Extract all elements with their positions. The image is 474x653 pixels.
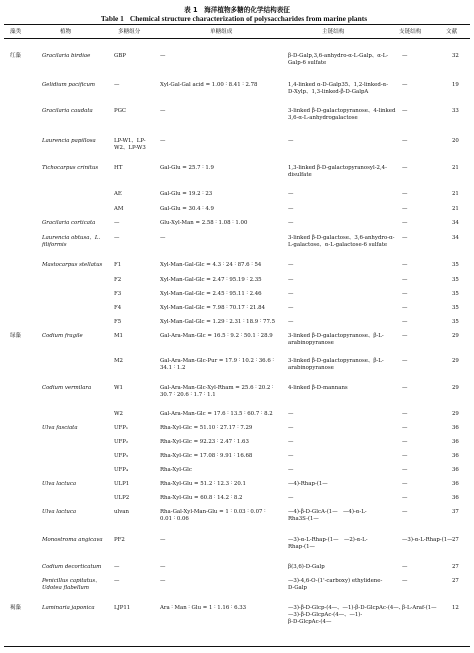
branch-structure: — xyxy=(402,262,408,268)
table-title: Chemical structure characterization of polysaccharides from marine plants xyxy=(129,14,368,23)
reference: 35 xyxy=(452,305,459,311)
table-label: Table 1 xyxy=(100,14,124,23)
reference: 36 xyxy=(452,425,459,431)
branch-structure: — xyxy=(402,165,408,171)
fraction: UFP₁ xyxy=(114,425,129,431)
monosaccharide-composition: Rha-Gal-Xyl-Man-Glu = 1 ∶ 0.03 ∶ 0.07 ∶ xyxy=(160,509,266,515)
table-header-rule xyxy=(4,38,470,39)
main-chain-structure: — xyxy=(288,291,294,297)
plant-name: Gelidium pacificum xyxy=(42,82,96,88)
monosaccharide-composition: Xyl-Man-Gal-Glc = 1.29 ∶ 2.31 ∶ 18.9 ∶ 77.5 xyxy=(160,319,276,325)
monosaccharide-composition: Ara ∶ Man ∶ Glu = 1 ∶ 1.16 ∶ 6.33 xyxy=(160,605,247,611)
reference: 36 xyxy=(452,467,459,473)
main-chain-structure: D-Xylp、1,3-linked-β-D-GalpA xyxy=(288,88,369,95)
fraction: PGC xyxy=(114,108,127,114)
monosaccharide-composition: 30.7 ∶ 20.6 ∶ 1.7 ∶ 1.1 xyxy=(160,391,216,398)
plant-name: Tichocarpus crinitus xyxy=(42,165,99,171)
plant-name: Codium fragile xyxy=(42,333,83,339)
reference: 27 xyxy=(452,564,459,570)
reference: 37 xyxy=(452,509,459,515)
monosaccharide-composition: Gal-Ara-Man-Glc = 17.6 ∶ 13.5 ∶ 60.7 ∶ 8.2 xyxy=(160,411,273,417)
monosaccharide-composition: — xyxy=(160,578,166,584)
plant-name: Codium vermilara xyxy=(42,385,92,391)
monosaccharide-composition: Rha-Xyl-Glu = 51.2 ∶ 12.3 ∶ 20.1 xyxy=(160,481,246,487)
header-fraction: 多糖组分 xyxy=(118,29,141,35)
main-chain-structure: — xyxy=(288,495,294,501)
reference: 36 xyxy=(452,439,459,445)
plant-name: Ulva fasciata xyxy=(42,425,78,431)
main-chain-structure: β(3,6)-D-Galp xyxy=(288,564,325,570)
monosaccharide-composition: Rha-Xyl-Glc = 92.23 ∶ 2.47 ∶ 1.63 xyxy=(160,439,249,445)
reference: 29 xyxy=(452,358,459,364)
reference: 34 xyxy=(452,235,459,241)
fraction: F4 xyxy=(114,305,122,311)
reference: 33 xyxy=(452,108,459,114)
main-chain-structure: arabinopyranose xyxy=(288,364,334,371)
fraction: LP-W1、LP-W2、LP-W3 xyxy=(114,138,146,151)
monosaccharide-composition: Xyl-Man-Gal-Glc = 4.3 ∶ 24 ∶ 87.6 ∶ 54 xyxy=(160,262,262,268)
monosaccharide-composition: Xyl-Man-Gal-Glc = 2.47 ∶ 95.19 ∶ 2.35 xyxy=(160,277,262,283)
reference: 36 xyxy=(452,481,459,487)
algae-class: 红藻 xyxy=(10,53,21,59)
branch-structure: —3)-α-L-Rhap-(1— xyxy=(402,537,453,543)
branch-structure: — xyxy=(402,481,408,487)
main-chain-structure: — xyxy=(288,453,294,459)
branch-structure: — xyxy=(402,138,408,144)
plant-name: Gracilaria birdiae xyxy=(42,53,91,59)
table-caption-cn: 表 1 海洋植物多糖的化学结构表征 xyxy=(184,6,290,14)
reference: 21 xyxy=(452,165,459,171)
monosaccharide-composition: Gal-Ara-Man-Glc-Pur = 17.9 ∶ 10.2 ∶ 36.6 ∶ xyxy=(160,358,274,364)
fraction: UFP₂ xyxy=(114,439,129,445)
fraction: F2 xyxy=(114,277,122,283)
main-chain-structure: — xyxy=(288,191,294,197)
algae-class: 绿藻 xyxy=(10,333,21,339)
plant-name: Gracilaria caudata xyxy=(42,108,93,114)
fraction: — xyxy=(114,235,120,241)
main-chain-structure: —3)-α-L-Rhap-(1— —2)-α-L- xyxy=(288,537,368,543)
fraction: M1 xyxy=(114,333,123,339)
main-chain-structure: 3-linked β-D-galactopyranose、β-L- xyxy=(288,333,384,339)
fraction: AM xyxy=(114,206,124,212)
header-plant: 植物 xyxy=(60,29,72,35)
header-class: 藻类 xyxy=(10,29,22,35)
fraction: W1 xyxy=(114,385,123,391)
branch-structure: — xyxy=(402,509,408,515)
main-chain-structure: —3)-β-D-Glcp-(4—、—1)-β-D-GlcpAc-(4—、 xyxy=(288,605,405,611)
reference: 29 xyxy=(452,333,459,339)
plant-name: Mastocarpus stellatus xyxy=(42,262,103,268)
fraction: ulvan xyxy=(114,509,129,515)
branch-structure: — xyxy=(402,564,408,570)
main-chain-structure: — xyxy=(288,262,294,268)
branch-structure: — xyxy=(402,191,408,197)
branch-structure: — xyxy=(402,578,408,584)
plant-name: Ulva lactuca xyxy=(42,509,77,515)
reference: 27 xyxy=(452,578,459,584)
main-chain-structure: — xyxy=(288,277,294,283)
fraction: W2 xyxy=(114,411,123,417)
branch-structure: — xyxy=(402,333,408,339)
table-top-rule xyxy=(4,24,470,25)
monosaccharide-composition: 34.1 ∶ 1.2 xyxy=(160,364,186,371)
plant-name: Laurencia papillosa xyxy=(42,138,96,144)
main-chain-structure: 4-linked β-D-mannans xyxy=(288,385,348,391)
monosaccharide-composition: Gal-Glu = 19.2 ∶ 23 xyxy=(160,191,213,197)
monosaccharide-composition: Gal-Glu = 30.4 ∶ 4.9 xyxy=(160,206,214,212)
reference: 32 xyxy=(452,53,459,59)
reference: 34 xyxy=(452,220,459,226)
monosaccharide-composition: Rha-Xyl-Glc = 17.08 ∶ 9.91 ∶ 16.68 xyxy=(160,453,253,459)
reference: 21 xyxy=(452,206,459,212)
reference: 19 xyxy=(452,82,459,88)
main-chain-structure: —3)-β-D-GlcpAc-(4—、—1)- xyxy=(288,611,363,618)
main-chain-structure: — xyxy=(288,439,294,445)
monosaccharide-composition: — xyxy=(160,53,166,59)
branch-structure: — xyxy=(402,467,408,473)
branch-structure: — xyxy=(402,53,408,59)
branch-structure: — xyxy=(402,277,408,283)
monosaccharide-composition: — xyxy=(160,564,166,570)
branch-structure: — xyxy=(402,206,408,212)
algae-class: 褐藻 xyxy=(10,605,21,611)
header-reference: 文献 xyxy=(446,29,458,35)
fraction: — xyxy=(114,82,120,88)
reference: 36 xyxy=(452,453,459,459)
branch-structure: — xyxy=(402,439,408,445)
reference: 35 xyxy=(452,277,459,283)
branch-structure: — xyxy=(402,220,408,226)
main-chain-structure: β-D-Galp,3,6-anhydro-α-L-Galp、α-L- xyxy=(288,53,389,59)
main-chain-structure: Rhap-(1— xyxy=(288,543,315,550)
plant-name: Monostroma angicava xyxy=(42,537,103,543)
main-chain-structure: Galp-6 sulfate xyxy=(288,59,327,66)
branch-structure: — xyxy=(402,291,408,297)
main-chain-structure: 3,6-α-L-anhydrogalactose xyxy=(288,114,358,121)
main-chain-structure: 3-linked β-D-galactose、3,6-anhydro-α- xyxy=(288,235,395,241)
monosaccharide-composition: Xyl-Man-Gal-Glc = 7.98 ∶ 70.17 ∶ 21.84 xyxy=(160,305,266,311)
main-chain-structure: L-galactose、α-L-galactose-6 sulfate xyxy=(288,241,388,248)
fraction: UFP₄ xyxy=(114,467,129,473)
plant-name: Penicillus capitatus、Udotea flabellum xyxy=(42,578,101,591)
reference: 21 xyxy=(452,191,459,197)
monosaccharide-composition: — xyxy=(160,138,166,144)
main-chain-structure: 1,3-linked β-D-galactopyranosyl-2,4- xyxy=(288,165,387,171)
fraction: ULP2 xyxy=(114,495,130,501)
main-chain-structure: — xyxy=(288,220,294,226)
reference: 36 xyxy=(452,495,459,501)
main-chain-structure: arabinopyranose xyxy=(288,339,334,346)
plant-name: Ulva lactuca xyxy=(42,481,77,487)
main-chain-structure: D-Galp xyxy=(288,584,307,591)
plant-name: Codium decorticatum xyxy=(42,564,102,570)
table-caption-en xyxy=(0,14,474,23)
fraction: F3 xyxy=(114,291,122,297)
reference: 35 xyxy=(452,319,459,325)
monosaccharide-composition: Rha-Xyl-Glc xyxy=(160,467,192,473)
fraction: GBP xyxy=(114,53,126,59)
monosaccharide-composition: Rha-Xyl-Glu = 60.8 ∶ 14.2 ∶ 8.2 xyxy=(160,495,243,501)
main-chain-structure: disulfate xyxy=(288,171,312,178)
monosaccharide-composition: Gal-Ara-Man-Glc = 16.5 ∶ 9.2 ∶ 50.1 ∶ 28.9 xyxy=(160,333,273,339)
branch-structure: — xyxy=(402,305,408,311)
fraction: AE xyxy=(114,191,122,197)
plant-name: Gracilaria corticata xyxy=(42,220,96,226)
reference: 29 xyxy=(452,385,459,391)
main-chain-structure: — xyxy=(288,319,294,325)
monosaccharide-composition: Gal-Glu = 25.7 ∶ 1.9 xyxy=(160,165,214,171)
branch-structure: — xyxy=(402,385,408,391)
branch-structure: — xyxy=(402,453,408,459)
main-chain-structure: —4)-Rhap-(1— xyxy=(288,481,328,487)
fraction: PF2 xyxy=(114,537,125,543)
reference: 35 xyxy=(452,291,459,297)
main-chain-structure: — xyxy=(288,138,294,144)
reference: 20 xyxy=(452,138,459,144)
branch-structure: — xyxy=(402,425,408,431)
plant-name: Laminaria japonica xyxy=(42,605,95,611)
fraction: F5 xyxy=(114,319,122,325)
branch-structure: — xyxy=(402,108,408,114)
monosaccharide-composition: Rha-Xyl-Glc = 51.10 ∶ 27.17 ∶ 7.29 xyxy=(160,425,253,431)
branch-structure: — xyxy=(402,495,408,501)
fraction: F1 xyxy=(114,262,122,268)
main-chain-structure: 3-linked β-D-galactopyranose、4-linked xyxy=(288,108,396,114)
main-chain-structure: Rha3S-(1— xyxy=(288,515,319,522)
main-chain-structure: —3)-4,6-O-(1'-carboxy) ethylidene- xyxy=(288,578,383,584)
plant-name: Laurencia obtusa、L. filiformis xyxy=(42,235,101,248)
fraction: M2 xyxy=(114,358,123,364)
branch-structure: — xyxy=(402,235,408,241)
fraction: — xyxy=(114,564,120,570)
fraction: UFP₃ xyxy=(114,453,129,459)
monosaccharide-composition: Xyl-Man-Gal-Glc = 2.45 ∶ 95.11 ∶ 2.46 xyxy=(160,291,262,297)
fraction: LJP11 xyxy=(114,605,131,611)
branch-structure: — xyxy=(402,82,408,88)
branch-structure: — xyxy=(402,411,408,417)
fraction: HT xyxy=(114,165,123,171)
main-chain-structure: — xyxy=(288,425,294,431)
header-branch: 支链结构 xyxy=(399,29,422,35)
monosaccharide-composition: — xyxy=(160,108,166,114)
monosaccharide-composition: Gal-Ara-Man-Glc-Xyl-Rham = 25.6 ∶ 20.2 ∶ xyxy=(160,385,274,391)
header-monosaccharide: 单糖组成 xyxy=(210,29,233,35)
main-chain-structure: β-D-GlcpAc-(4— xyxy=(288,618,332,625)
branch-structure: — xyxy=(402,358,408,364)
main-chain-structure: 1,4-linked α-D-Galp35、1,2-linked-α- xyxy=(288,82,389,88)
branch-structure: — xyxy=(402,319,408,325)
reference: 29 xyxy=(452,411,459,417)
header-main-chain: 主链结构 xyxy=(322,29,345,35)
main-chain-structure: 3-linked β-D-galactopyranose、β-L- xyxy=(288,358,384,364)
main-chain-structure: — xyxy=(288,411,294,417)
reference: 35 xyxy=(452,262,459,268)
monosaccharide-composition: — xyxy=(160,537,166,543)
main-chain-structure: — xyxy=(288,305,294,311)
reference: 27 xyxy=(452,537,459,543)
monosaccharide-composition: Glu-Xyl-Man = 2.58 ∶ 1.08 ∶ 1.00 xyxy=(160,220,248,226)
main-chain-structure: — xyxy=(288,206,294,212)
main-chain-structure: — xyxy=(288,467,294,473)
fraction: — xyxy=(114,578,120,584)
fraction: ULP1 xyxy=(114,481,130,487)
reference: 12 xyxy=(452,605,459,611)
fraction: — xyxy=(114,220,120,226)
branch-structure: β-L-Araf-(1— xyxy=(402,605,437,611)
monosaccharide-composition: — xyxy=(160,235,166,241)
monosaccharide-composition: 0.01 ∶ 0.06 xyxy=(160,515,189,522)
monosaccharide-composition: Xyl-Gal-Gal acid = 1.00 ∶ 8.41 ∶ 2.78 xyxy=(160,82,258,88)
table-bottom-rule xyxy=(4,646,470,647)
main-chain-structure: —4)-β-D-GlcA-(1— —4)-α-L- xyxy=(288,509,367,515)
